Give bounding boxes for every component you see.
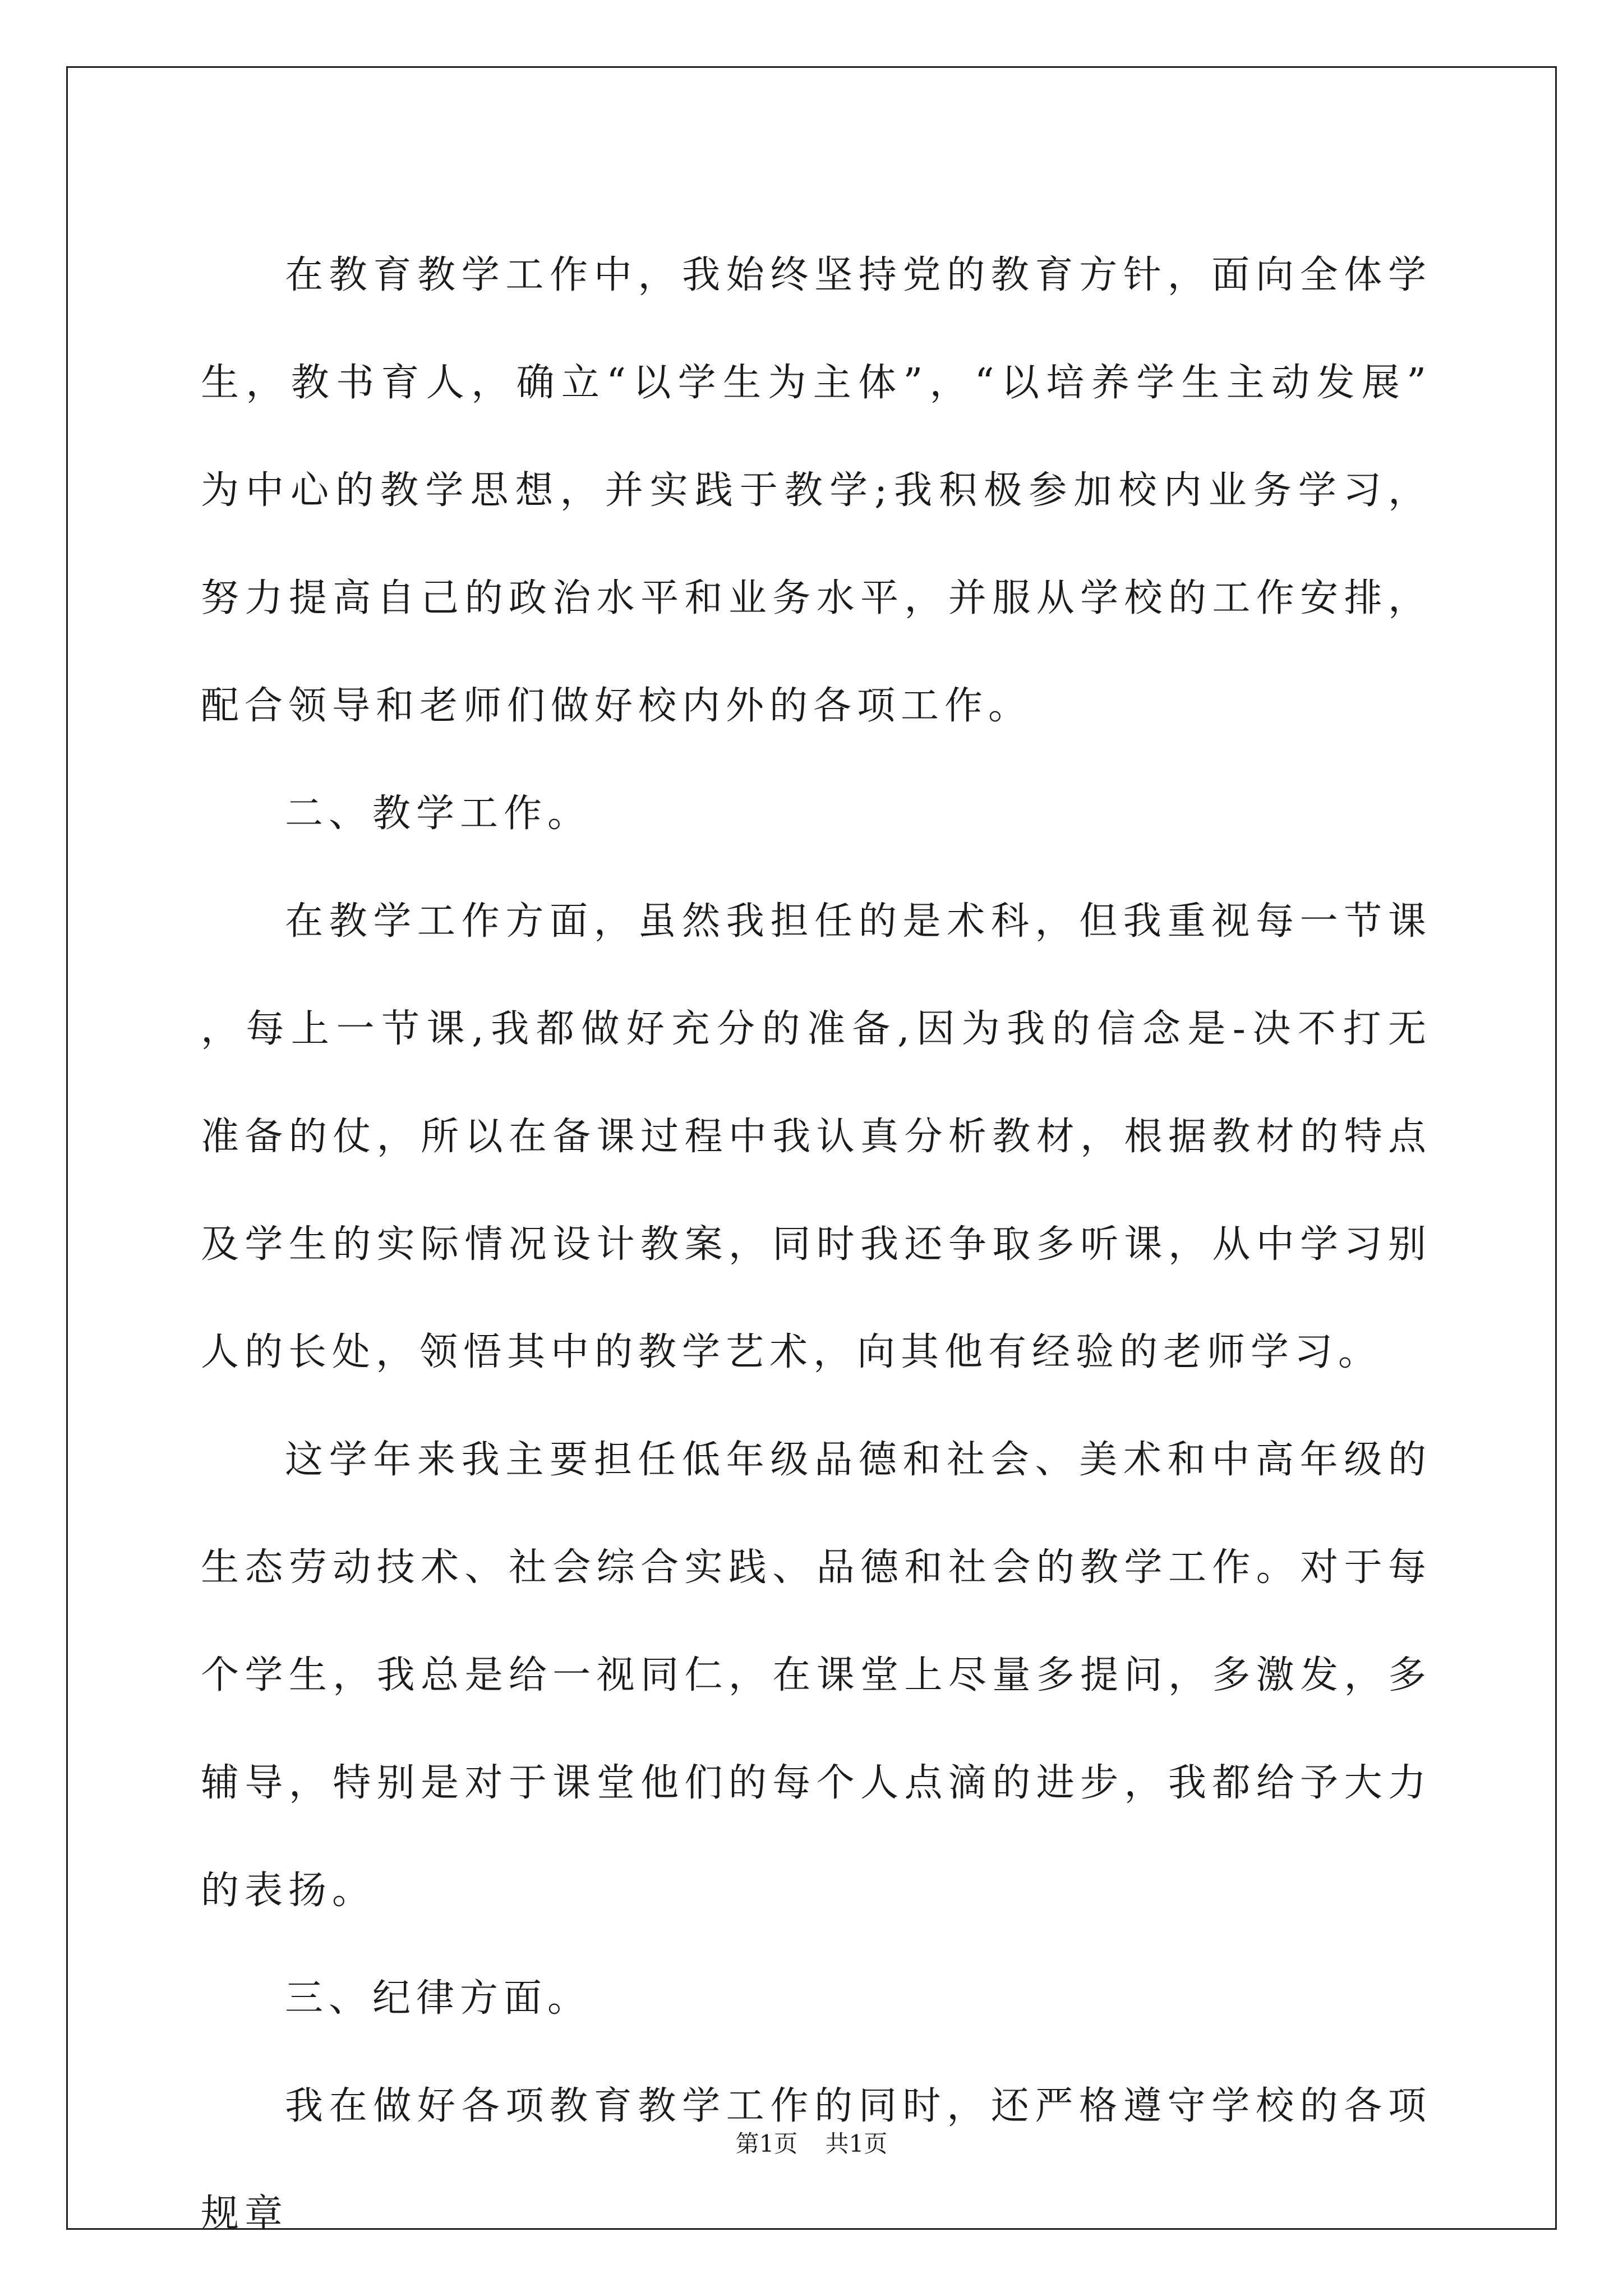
page-footer <box>0 2127 1623 2161</box>
page-total: 共1页 <box>825 2130 888 2157</box>
section-heading-teaching: 二、教学工作。 <box>285 792 592 836</box>
paragraph-2: 在教学工作方面，虽然我担任的是术科，但我重视每一节课，每上一节课,我都做好充分的准备,因为我的信念是-决不打无准备的仗，所以在备课过程中我认真分析教材，根据教材的特点及学生的实际情况设计教案，同时我还争取多听课，从中学习别人的长处，领悟其中的教学艺术，向其他有经验的老师学习。 <box>201 899 1432 1374</box>
paragraph-1: 在教育教学工作中，我始终坚持党的教育方针，面向全体学生，教书育人，确立“以学生为主体”，“以培养学生主动发展”为中心的教学思想，并实践于教学;我积极参加校内业务学习，努力提高自己的政治水平和业务水平，并服从学校的工作安排，配合领导和老师们做好校内外的各项工作。 <box>201 253 1432 728</box>
paragraph-4: 我在做好各项教育教学工作的同时，还严格遵守学校的各项规章 <box>201 2084 1432 2236</box>
paragraph-3: 这学年来我主要担任低年级品德和社会、美术和中高年级的生态劳动技术、社会综合实践、品德和社会的教学工作。对于每个学生，我总是给一视同仁，在课堂上尽量多提问，多激发，多辅导，特别是对于课堂他们的每个人点滴的进步，我都给予大力的表扬。 <box>201 1438 1432 1913</box>
document-body <box>201 222 1432 2268</box>
section-heading-discipline: 三、纪律方面。 <box>285 1976 592 2021</box>
page-number: 第1页 <box>735 2130 798 2157</box>
